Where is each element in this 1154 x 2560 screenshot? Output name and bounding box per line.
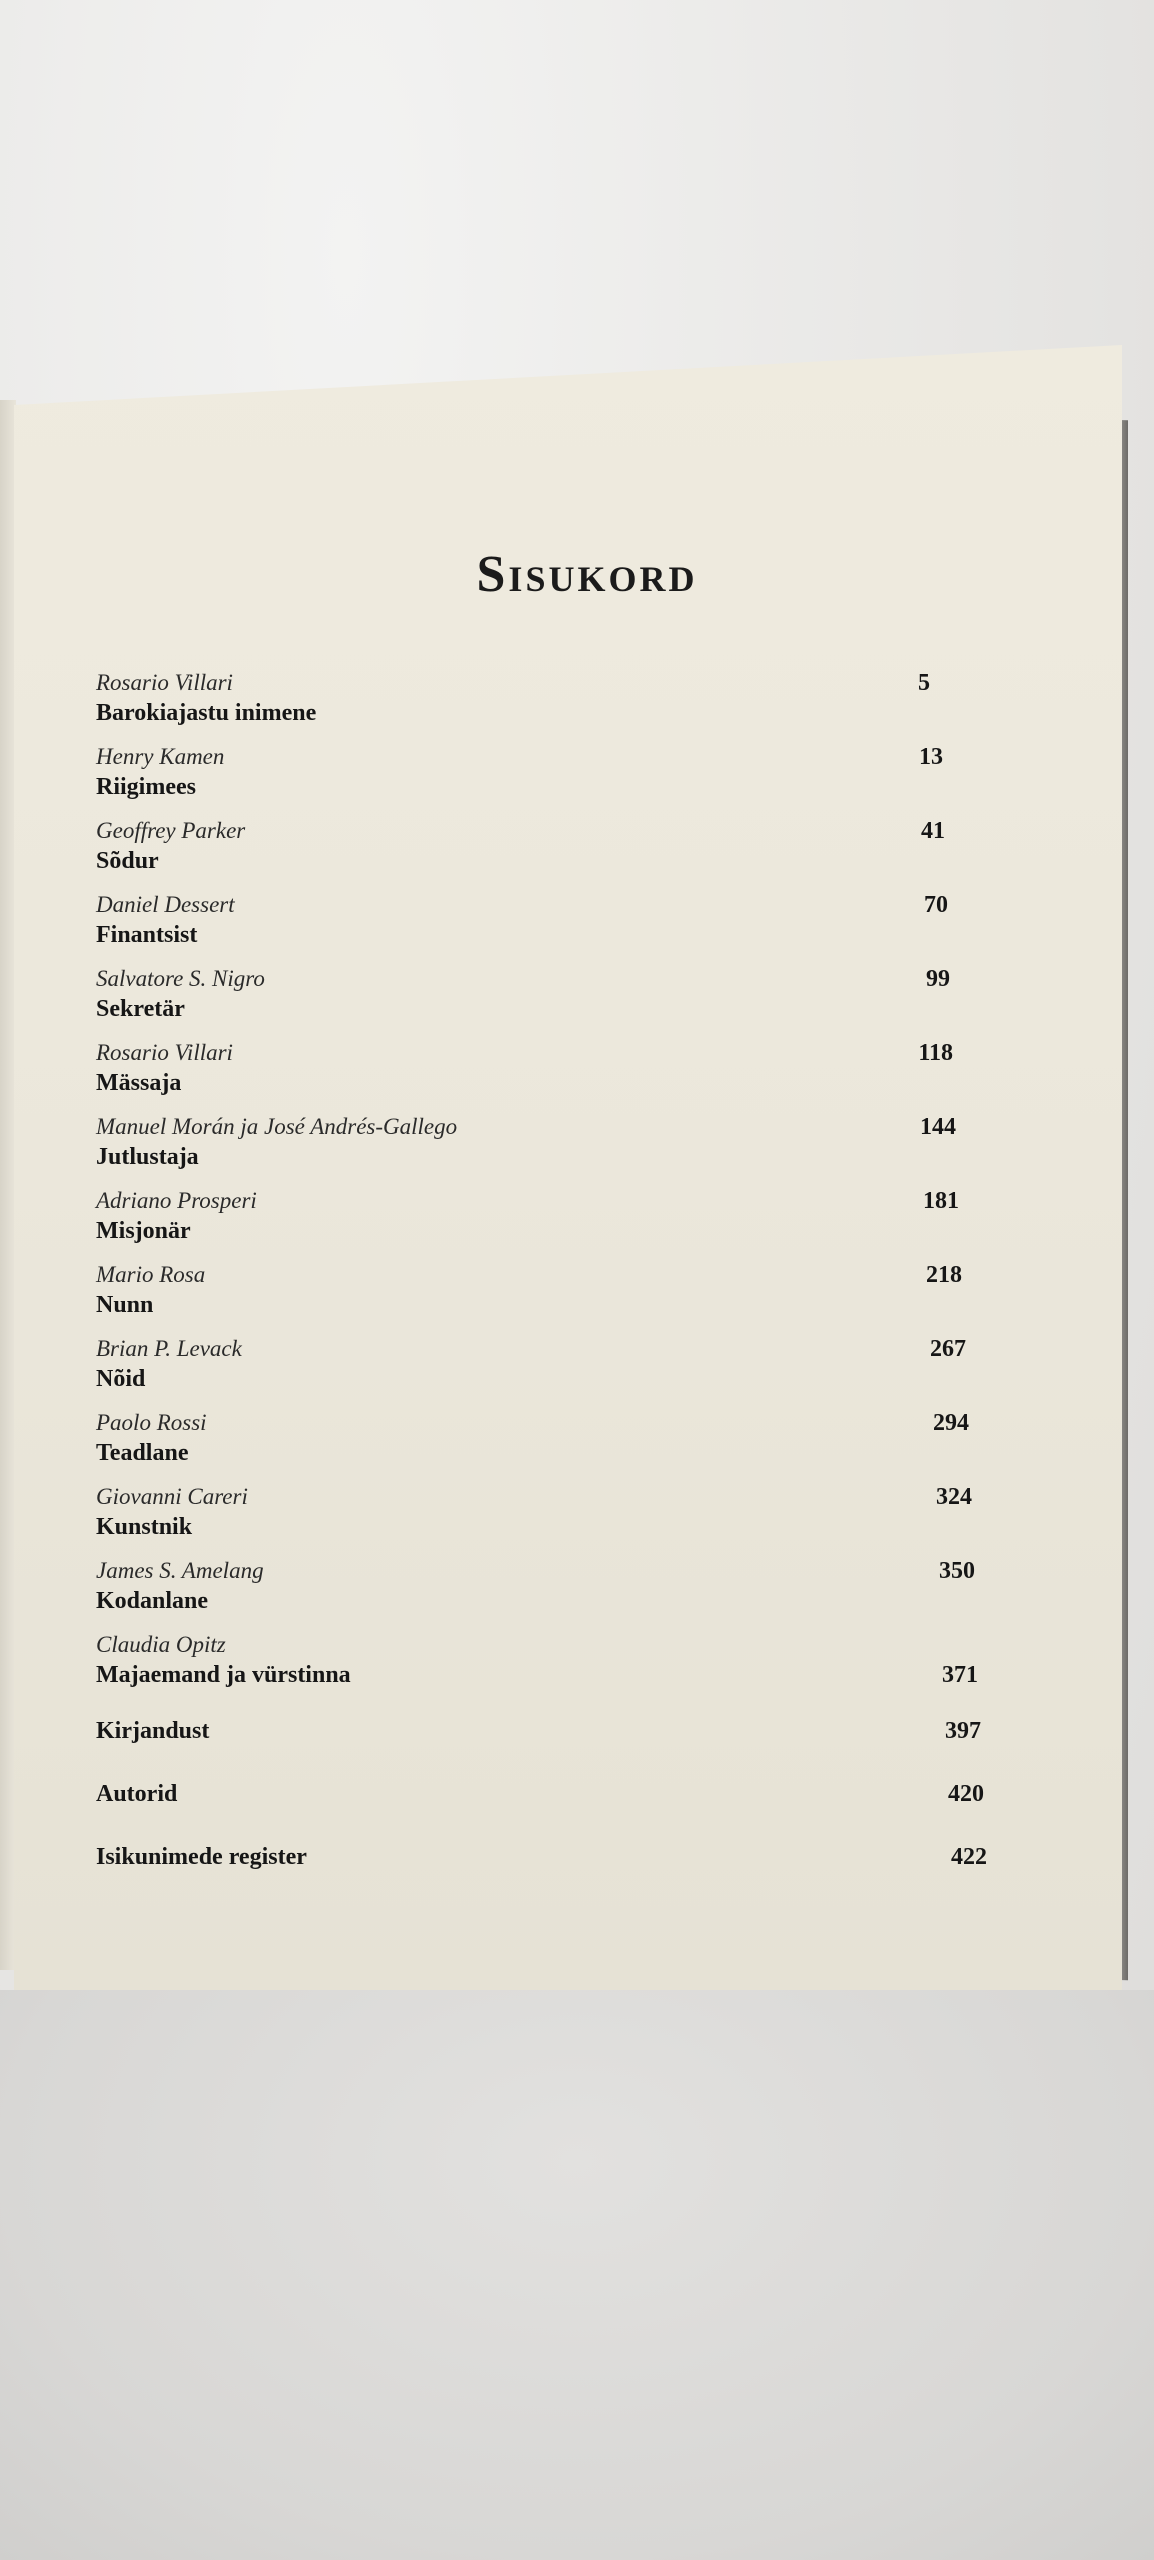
toc-page-number: 324 [936,1484,972,1510]
toc-chapter: Autorid [96,1781,178,1807]
toc-author: Paolo Rossi [96,1410,207,1435]
toc-page-number: 99 [926,966,950,992]
toc-page-number: 70 [924,892,948,918]
toc-chapter: Riigimees [96,774,196,800]
toc-chapter: Kirjandust [96,1718,210,1744]
toc-entry [96,1336,966,1410]
toc-chapter: Sekretär [96,996,185,1022]
toc-entry [96,1632,978,1718]
toc-entry [96,670,966,744]
toc-page-number: 420 [948,1781,984,1807]
toc-entry [96,1410,969,1484]
toc-author: Giovanni Careri [96,1484,248,1509]
toc-page-number: 218 [926,1262,962,1288]
toc-chapter: Misjonär [96,1218,191,1244]
toc-page-number: 13 [919,744,943,770]
toc-chapter: Majaemand ja vürstinna [96,1662,351,1688]
toc-entry [96,892,966,966]
toc-entry [96,1040,966,1114]
toc-chapter: Finantsist [96,922,198,948]
toc-author: Daniel Dessert [96,892,235,917]
toc-page-number: 397 [945,1718,981,1744]
toc-entry [96,1114,966,1188]
toc-chapter: Teadlane [96,1440,189,1466]
toc-chapter: Sõdur [96,848,159,874]
toc-author: Salvatore S. Nigro [96,966,265,991]
toc-chapter: Mässaja [96,1070,182,1096]
toc-author: Rosario Villari [96,670,233,695]
toc-page-number: 181 [923,1188,959,1214]
toc-entry [96,1484,972,1558]
toc-entry [96,744,966,818]
toc-page-number: 422 [951,1844,987,1870]
toc-entry [96,1781,984,1844]
toc-page-number: 118 [918,1040,953,1066]
toc-page-number: 294 [933,1410,969,1436]
toc-chapter: Isikunimede register [96,1844,307,1870]
toc-page-number: 350 [939,1558,975,1584]
toc-author: Geoffrey Parker [96,818,246,843]
toc-entry [96,1558,975,1632]
toc-author: Henry Kamen [96,744,225,769]
toc-entry [96,966,966,1040]
toc-chapter: Jutlustaja [96,1144,199,1170]
toc-author: James S. Amelang [96,1558,264,1583]
tablecloth-lower [0,1990,1154,2560]
toc-author: Brian P. Levack [96,1336,242,1361]
page-title: Sisukord [476,546,698,603]
toc-author: Mario Rosa [96,1262,206,1287]
toc-author: Claudia Opitz [96,1632,226,1657]
toc-page-number: 41 [921,818,945,844]
toc-entry [96,1718,981,1781]
toc-chapter: Nõid [96,1366,146,1392]
toc-chapter: Barokiajastu inimene [96,700,317,726]
toc-page-number: 5 [918,670,930,696]
toc-entry [96,1844,987,1907]
toc-author: Manuel Morán ja José Andrés-Gallego [96,1114,458,1139]
toc-page-number: 267 [930,1336,966,1362]
toc-entry [96,1262,966,1336]
toc-author: Rosario Villari [96,1040,233,1065]
table-of-contents [96,670,987,1907]
toc-entry [96,1188,966,1262]
toc-chapter: Kunstnik [96,1514,193,1540]
toc-page-number: 371 [942,1662,978,1688]
toc-author: Adriano Prosperi [96,1188,257,1213]
toc-chapter: Nunn [96,1292,154,1318]
toc-entry [96,818,966,892]
left-page-edge [0,400,16,1970]
toc-page-number: 144 [920,1114,956,1140]
toc-chapter: Kodanlane [96,1588,209,1614]
